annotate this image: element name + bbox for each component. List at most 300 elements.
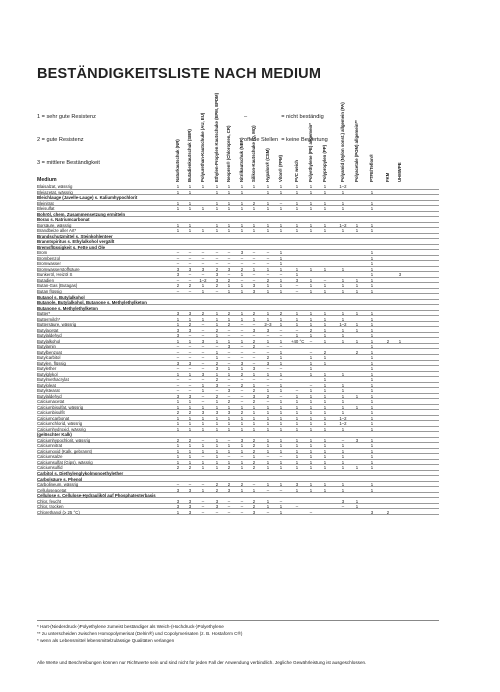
rating-cell: – xyxy=(266,344,270,350)
rating-cell: 1 xyxy=(323,355,327,361)
rating-cell: – xyxy=(240,388,244,394)
rating-cell: 1 xyxy=(240,206,244,212)
column-header: UHMWPE xyxy=(397,162,402,182)
rating-cell: 3 xyxy=(188,509,192,515)
medium-name: (gelöschter Kalk) xyxy=(37,432,72,438)
rating-cell: 3 xyxy=(188,266,192,272)
rating-cell: 1 xyxy=(266,206,270,212)
rating-cell: 1 xyxy=(341,454,345,460)
rating-cell: 1 xyxy=(355,222,359,228)
rating-cell: 2 xyxy=(215,487,219,493)
rating-cell: 1 xyxy=(240,222,244,228)
rating-cell: 1 xyxy=(227,421,231,427)
rating-cell: – xyxy=(341,504,345,510)
rating-cell: – xyxy=(252,482,256,488)
rating-cell: – xyxy=(240,393,244,399)
rating-cell: – xyxy=(176,388,180,394)
rating-cell: 1 xyxy=(188,228,192,234)
rating-cell: 1 xyxy=(309,316,313,322)
rating-cell: – xyxy=(176,250,180,256)
medium-name: Branntspiritus s. Ethylalkohol vergällt xyxy=(37,239,115,245)
rating-cell: 1 xyxy=(279,277,283,283)
rating-cell: 1 xyxy=(279,360,283,366)
rating-cell: 1 xyxy=(227,206,231,212)
rating-cell: 1 xyxy=(295,404,299,410)
rating-cell: 1 xyxy=(341,393,345,399)
rating-cell: 1 xyxy=(252,454,256,460)
rating-cell: – xyxy=(215,288,219,294)
rating-cell: 1 xyxy=(215,399,219,405)
rating-cell: 1 xyxy=(309,228,313,234)
rating-cell: 1 xyxy=(227,404,231,410)
rating-cell: 1 xyxy=(279,184,283,190)
rating-cell: – xyxy=(176,288,180,294)
rating-cell: 1 xyxy=(279,316,283,322)
rating-cell: – xyxy=(201,344,205,350)
rating-cell: 1 xyxy=(215,333,219,339)
rating-cell: 1 xyxy=(370,399,374,405)
rating-cell: 1 xyxy=(279,465,283,471)
rating-cell: – xyxy=(252,272,256,278)
rating-cell: – xyxy=(240,322,244,328)
column-header: Butadienkautschuk (SBR) xyxy=(187,129,192,182)
rating-cell: 3 xyxy=(240,437,244,443)
medium-name: Butan flüssig xyxy=(37,288,62,294)
rating-cell: – xyxy=(227,393,231,399)
rating-cell: – xyxy=(266,333,270,339)
rating-cell: 1 xyxy=(215,465,219,471)
rating-cell: 1 xyxy=(370,344,374,350)
rating-cell: 3 xyxy=(176,327,180,333)
rating-cell: 3 xyxy=(252,366,256,372)
medium-name: Carbolsäure s. Phenol xyxy=(37,476,83,482)
rating-cell: – xyxy=(201,272,205,278)
rating-cell: 3 xyxy=(188,360,192,366)
rating-cell: – xyxy=(201,349,205,355)
rating-cell: 1 xyxy=(309,277,313,283)
rating-cell: 2 xyxy=(252,443,256,449)
rating-cell: 1 xyxy=(279,255,283,261)
rating-cell: 1 xyxy=(266,338,270,344)
medium-name: Butanole, Butylalkohol, Butanone s. Methylethylketon xyxy=(37,300,147,306)
rating-cell: 1 xyxy=(240,415,244,421)
rating-cell: 2 xyxy=(252,344,256,350)
rating-cell: – xyxy=(176,261,180,267)
rating-cell: – xyxy=(227,360,231,366)
rating-cell: 2 xyxy=(215,393,219,399)
rating-cell: – xyxy=(279,393,283,399)
rating-cell: 1 xyxy=(370,448,374,454)
rating-cell: 2 xyxy=(215,377,219,383)
rating-cell: – xyxy=(176,349,180,355)
rating-cell: 1 xyxy=(176,206,180,212)
rating-cell: – xyxy=(279,498,283,504)
rating-cell: 1 xyxy=(252,228,256,234)
rating-cell: – xyxy=(176,255,180,261)
rating-cell: 1 xyxy=(309,421,313,427)
rating-cell: 1 xyxy=(188,459,192,465)
rating-cell: 1 xyxy=(279,509,283,515)
rating-cell: 1 xyxy=(227,200,231,206)
rating-cell: 1–2 xyxy=(199,277,207,283)
rating-cell: 1 xyxy=(295,410,299,416)
rating-cell: 1 xyxy=(240,288,244,294)
rating-cell: 1 xyxy=(323,459,327,465)
rating-cell: 1 xyxy=(341,459,345,465)
rating-cell: 1 xyxy=(355,311,359,317)
rating-cell: 1 xyxy=(341,283,345,289)
rating-cell: 1 xyxy=(279,459,283,465)
rating-cell: 1 xyxy=(295,465,299,471)
rating-cell: 1 xyxy=(295,184,299,190)
rating-cell: 1 xyxy=(309,311,313,317)
rating-cell: – xyxy=(227,355,231,361)
rating-cell: – xyxy=(295,327,299,333)
rating-cell: 1 xyxy=(279,415,283,421)
disclaimer: Alle Werte und Beschreibungen können nur Richtwerte sein und sind nicht für jeden Fall der Anwendung verbindlich. Jegliche Gewährleistung ist ausgeschlossen. xyxy=(37,660,367,665)
medium-name: Bromwasserstoffsäure xyxy=(37,266,80,272)
rating-cell: 2 xyxy=(215,266,219,272)
rating-cell: 1 xyxy=(188,371,192,377)
rating-cell: 1 xyxy=(295,316,299,322)
rating-cell: 1 xyxy=(188,443,192,449)
medium-name: Bleichlauge (Javelle-Lauge) s. Kaliumhypochlorit xyxy=(37,195,138,201)
rating-cell: 1 xyxy=(370,261,374,267)
rating-cell: 1 xyxy=(370,327,374,333)
rating-cell: 3 xyxy=(355,437,359,443)
rating-cell: 1 xyxy=(252,222,256,228)
medium-name: Calciumnitrat xyxy=(37,443,63,449)
rating-cell: 1 xyxy=(240,272,244,278)
rating-cell: 1 xyxy=(215,459,219,465)
rating-cell: 1 xyxy=(309,410,313,416)
column-header: Silikon-Kautschuke (Q, MQ) xyxy=(251,125,256,182)
rating-cell: 1 xyxy=(370,228,374,234)
legend-left xyxy=(37,99,100,175)
rating-cell: – xyxy=(201,377,205,383)
rating-cell: 1 xyxy=(370,360,374,366)
rating-cell: 1 xyxy=(188,448,192,454)
rating-cell: – xyxy=(227,250,231,256)
rating-cell: 1 xyxy=(323,316,327,322)
rating-cell: 1 xyxy=(323,415,327,421)
rating-cell: 1 xyxy=(295,311,299,317)
rating-cell: 1 xyxy=(323,371,327,377)
rating-cell: 1 xyxy=(227,448,231,454)
rating-cell: – xyxy=(252,250,256,256)
rating-cell: 2 xyxy=(266,355,270,361)
rating-cell: – xyxy=(266,250,270,256)
rating-cell: 1 xyxy=(176,448,180,454)
rating-cell: – xyxy=(215,255,219,261)
rating-cell: 1 xyxy=(176,426,180,432)
rating-cell: 1 xyxy=(188,399,192,405)
rating-cell: 1 xyxy=(370,404,374,410)
rating-cell: – xyxy=(240,277,244,283)
rating-cell: 1 xyxy=(341,448,345,454)
rating-cell: 3 xyxy=(266,327,270,333)
rating-cell: 1 xyxy=(266,443,270,449)
rating-cell: 1 xyxy=(266,222,270,228)
resistance-table xyxy=(37,184,439,515)
rating-cell: 2 xyxy=(252,448,256,454)
medium-name: Butylamin xyxy=(37,344,56,350)
rating-cell: 1 xyxy=(176,322,180,328)
rating-cell: 1 xyxy=(398,338,402,344)
rating-cell: 1 xyxy=(341,388,345,394)
rating-cell: 1 xyxy=(370,366,374,372)
rating-cell: 1 xyxy=(309,355,313,361)
column-header: Polyethylene (PE) allgemein* xyxy=(308,123,313,182)
rating-cell: 1 xyxy=(176,404,180,410)
rating-cell: 2 xyxy=(201,311,205,317)
rating-cell: 1 xyxy=(266,498,270,504)
rating-cell: 1 xyxy=(201,404,205,410)
rating-cell: 1 xyxy=(176,459,180,465)
rating-cell: – xyxy=(227,272,231,278)
medium-name: Blaisalzat, wässrig xyxy=(37,184,73,190)
medium-name: Calciumcarbonat xyxy=(37,415,70,421)
rating-cell: 1 xyxy=(323,465,327,471)
rating-cell: 1 xyxy=(309,288,313,294)
column-header: Polyamid (Nylon sonst.) allgemein (PA) xyxy=(340,102,345,182)
rating-cell: 1 xyxy=(279,261,283,267)
rating-cell: 1 xyxy=(370,388,374,394)
rating-cell: 1 xyxy=(227,184,231,190)
rating-cell: – xyxy=(201,504,205,510)
rating-cell: 1 xyxy=(266,421,270,427)
rating-cell: 1 xyxy=(279,399,283,405)
rating-cell: – xyxy=(266,509,270,515)
rating-cell: 1 xyxy=(201,443,205,449)
rating-cell: 3 xyxy=(176,487,180,493)
rating-cell: 1 xyxy=(295,272,299,278)
rating-cell: – xyxy=(266,487,270,493)
rating-cell: – xyxy=(240,349,244,355)
rating-cell: 1 xyxy=(266,388,270,394)
rating-cell: 1 xyxy=(252,184,256,190)
rating-cell: 1 xyxy=(309,322,313,328)
rating-cell: 1 xyxy=(370,200,374,206)
rating-cell: 3 xyxy=(227,266,231,272)
rating-cell: 2 xyxy=(386,509,390,515)
rating-cell: 1 xyxy=(188,415,192,421)
rating-cell: – xyxy=(295,504,299,510)
rating-cell: 1 xyxy=(341,399,345,405)
rating-cell: 1 xyxy=(266,288,270,294)
rating-cell: – xyxy=(252,333,256,339)
rating-cell: 3 xyxy=(176,360,180,366)
rating-cell: – xyxy=(252,349,256,355)
rating-cell: 1 xyxy=(341,465,345,471)
rating-cell: 2 xyxy=(227,482,231,488)
rating-cell: 1 xyxy=(341,426,345,432)
rating-cell: 2 xyxy=(176,465,180,471)
medium-name: Bleinitrat xyxy=(37,200,54,206)
rating-cell: – xyxy=(240,454,244,460)
rating-cell: 1 xyxy=(227,283,231,289)
rating-cell: 2 xyxy=(252,498,256,504)
rating-cell: – xyxy=(201,255,205,261)
rating-cell: 1 xyxy=(176,371,180,377)
rating-cell: 1 xyxy=(201,283,205,289)
rating-cell: 1 xyxy=(370,377,374,383)
rating-cell: 2 xyxy=(240,266,244,272)
rating-cell: 2 xyxy=(386,338,390,344)
column-header: Viton® (FPM) xyxy=(278,155,283,182)
rating-cell: 1 xyxy=(227,371,231,377)
medium-name: Borsäure, wässrig xyxy=(37,222,72,228)
legend-item: 1 = sehr gute Resistenz xyxy=(37,114,96,121)
rating-cell: 3 xyxy=(201,338,205,344)
medium-name: Celluloseacetat xyxy=(37,487,67,493)
rating-cell: – xyxy=(201,250,205,256)
rating-cell: 2 xyxy=(188,410,192,416)
rating-cell: 3 xyxy=(176,272,180,278)
rating-cell: – xyxy=(309,338,313,344)
rating-cell: – xyxy=(227,327,231,333)
rating-cell: 1 xyxy=(227,459,231,465)
rating-cell: 1 xyxy=(355,498,359,504)
rating-cell: – xyxy=(240,498,244,504)
rating-cell: 1 xyxy=(341,200,345,206)
rating-cell: 1 xyxy=(240,200,244,206)
rating-cell: 1–2 xyxy=(339,322,347,328)
rating-cell: 1 xyxy=(240,465,244,471)
rating-cell: 1 xyxy=(188,421,192,427)
rating-cell: 1 xyxy=(370,349,374,355)
rating-cell: – xyxy=(188,377,192,383)
rating-cell: 1 xyxy=(266,426,270,432)
medium-name: Calciumhypochlorit, wässrig xyxy=(37,437,91,443)
rating-cell: 3 xyxy=(341,498,345,504)
rating-cell: – xyxy=(295,288,299,294)
rating-cell: 1 xyxy=(370,443,374,449)
rating-cell: 1 xyxy=(201,421,205,427)
medium-name: Butylaldehyd xyxy=(37,393,62,399)
rating-cell: 1 xyxy=(252,371,256,377)
rating-cell: 1 xyxy=(279,421,283,427)
rating-cell: 2 xyxy=(227,322,231,328)
rating-cell: 1 xyxy=(295,459,299,465)
rating-cell: 1 xyxy=(370,338,374,344)
medium-name: Buttersäure, wässrig xyxy=(37,322,77,328)
rating-cell: 1 xyxy=(323,206,327,212)
rating-cell: 1 xyxy=(176,200,180,206)
rating-cell: 1 xyxy=(370,272,374,278)
rating-cell: 2 xyxy=(240,482,244,488)
rating-cell: 1 xyxy=(309,443,313,449)
rating-cell: – xyxy=(176,277,180,283)
medium-name: Calciumbisulfit xyxy=(37,410,65,416)
rating-cell: 2 xyxy=(252,399,256,405)
rating-cell: – xyxy=(266,377,270,383)
rating-cell: 1 xyxy=(295,228,299,234)
rating-cell: – xyxy=(201,399,205,405)
rating-cell: – xyxy=(201,333,205,339)
rating-cell: 1 xyxy=(215,454,219,460)
medium-name: Calciumoxid (Kalk, gebrannt) xyxy=(37,448,93,454)
rating-cell: 1 xyxy=(252,382,256,388)
rating-cell: 1 xyxy=(201,382,205,388)
rating-cell: – xyxy=(215,250,219,256)
medium-name: Chlor, feucht xyxy=(37,498,62,504)
rating-cell: 1 xyxy=(309,459,313,465)
rating-cell: – xyxy=(227,261,231,267)
rating-cell: 1 xyxy=(215,338,219,344)
rating-cell: 1 xyxy=(323,482,327,488)
rating-cell: 3 xyxy=(188,504,192,510)
rating-cell: 1 xyxy=(201,465,205,471)
rating-cell: 1 xyxy=(176,399,180,405)
rating-cell: 1 xyxy=(323,338,327,344)
rating-cell: 1 xyxy=(279,371,283,377)
column-header: Naturkautschuk (NR) xyxy=(175,139,180,182)
rating-cell: 3 xyxy=(240,360,244,366)
rating-cell: – xyxy=(279,333,283,339)
rating-cell: – xyxy=(252,277,256,283)
rating-cell: 1 xyxy=(201,426,205,432)
rating-cell: 1 xyxy=(295,393,299,399)
rating-cell: 1 xyxy=(370,288,374,294)
rating-cell: 2 xyxy=(355,349,359,355)
rating-cell: 1 xyxy=(227,366,231,372)
rating-cell: 1 xyxy=(266,437,270,443)
rating-cell: 1 xyxy=(370,410,374,416)
rating-cell: 1 xyxy=(188,404,192,410)
rating-cell: 1 xyxy=(295,443,299,449)
rating-cell: 1 xyxy=(215,316,219,322)
rating-cell: 1 xyxy=(240,426,244,432)
rating-cell: 1 xyxy=(215,311,219,317)
rating-cell: 1 xyxy=(355,338,359,344)
rating-cell: 1 xyxy=(215,421,219,427)
footnote: ** zu unterscheiden zwischen Homopolymerisat (Delrin®) und Copolymerisaten (z. B. Hostaform C®) xyxy=(37,631,243,636)
rating-cell: – xyxy=(240,509,244,515)
rating-cell: 1 xyxy=(266,371,270,377)
rating-cell: – xyxy=(279,272,283,278)
rating-cell: 3 xyxy=(252,327,256,333)
medium-name: Butan-Gas (Butagas) xyxy=(37,283,78,289)
rating-cell: 1 xyxy=(215,200,219,206)
rating-cell: 2 xyxy=(252,388,256,394)
rating-cell: 2 xyxy=(227,465,231,471)
rating-cell: – xyxy=(309,509,313,515)
rating-cell: 1 xyxy=(309,206,313,212)
rating-cell: 1 xyxy=(341,382,345,388)
rating-cell: 1 xyxy=(279,482,283,488)
rating-cell: 1 xyxy=(188,426,192,432)
column-header: Nitrilkautschuk (NBR) xyxy=(239,137,244,182)
rating-cell: 3 xyxy=(227,344,231,350)
rating-cell: – xyxy=(188,366,192,372)
rating-cell: 1 xyxy=(323,487,327,493)
rating-cell: – xyxy=(240,261,244,267)
rating-cell: – xyxy=(227,333,231,339)
rating-cell: 2 xyxy=(252,437,256,443)
legend-item: 3 = mittlere Beständigkeit xyxy=(37,159,100,166)
rating-cell: 1 xyxy=(279,504,283,510)
medium-name: Bohröl, chem. Zusammensetzung ermitteln xyxy=(37,211,126,217)
rating-cell: 1 xyxy=(227,415,231,421)
rating-cell: 1 xyxy=(188,184,192,190)
medium-name: Bromwasser xyxy=(37,261,61,267)
medium-name: Bremsflüssigkeit s. Fette und Öle xyxy=(37,244,106,250)
rating-cell: 3 xyxy=(176,393,180,399)
medium-name: Brom xyxy=(37,250,48,256)
rating-cell: 1 xyxy=(341,443,345,449)
rating-cell: 1 xyxy=(201,316,205,322)
